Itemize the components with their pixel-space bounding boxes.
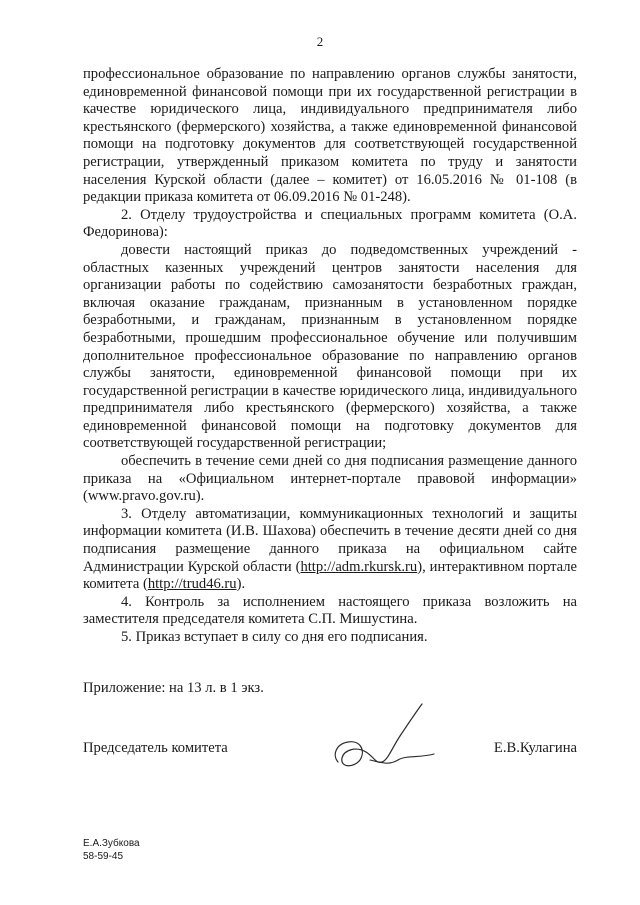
signer-name: Е.В.Кулагина [493, 740, 577, 756]
paragraph-text: профессиональное образование по направлению органов службы занятости, единовременной финансовой помощи при их государственной регистрации в качестве юридического лица, индивидуального предпринимателя либо крестьянского (фермерского) хозяйства, а также единовременной финансовой помощи на подготовку документов для соответствующей государственной регистрации, утвержденный приказом комитета по труду и занятости населения Курской области (далее – комитет) от 16.05.2016 № 01-108 (в редакции приказа комитета от 06.09.2016 № 01-248). [83, 66, 577, 206]
url-link[interactable]: http://adm.rkursk.ru [300, 558, 418, 575]
paragraph-text: 3. Отделу автоматизации, коммуникационных технологий и защиты информации комитета (И.В. Шахова) обеспечить в течение десяти дней со дня подписания размещение данного приказа на официальном сайте Администрации Курской области ( [83, 505, 577, 575]
url-link[interactable]: http://trud46.ru [147, 576, 237, 593]
body-paragraph [83, 207, 577, 242]
body-paragraph [83, 66, 577, 207]
body-paragraph [83, 242, 577, 453]
handwritten-signature [330, 700, 440, 780]
body-paragraph [83, 594, 577, 629]
paragraph-text: 5. Приказ вступает в силу со дня его подписания. [121, 629, 428, 645]
page-number: 2 [316, 34, 324, 49]
executor-phone: 58-59-45 [83, 850, 124, 862]
paragraph-text: ), интерактивном портале комитета ( [83, 558, 577, 593]
body-paragraph [83, 629, 577, 647]
attachment-note: Приложение: на 13 л. в 1 экз. [83, 680, 264, 696]
paragraph-text: 4. Контроль за исполнением настоящего приказа возложить на заместителя председателя комитета С.П. Мишустина. [83, 593, 577, 628]
paragraph-text: 2. Отделу трудоустройства и специальных программ комитета (О.А. Федоринова): [83, 206, 577, 241]
signer-position: Председатель комитета [83, 740, 228, 756]
document-body [83, 66, 577, 647]
body-paragraph [83, 506, 577, 594]
executor-info [83, 838, 140, 863]
paragraph-text: ). [236, 576, 246, 593]
paragraph-text: обеспечить в течение семи дней со дня подписания размещение данного приказа на «Официальном интернет-портале правовой информации» (www.pravo.gov.ru). [83, 453, 577, 505]
executor-name: Е.А.Зубкова [83, 838, 140, 849]
paragraph-text: довести настоящий приказ до подведомственных учреждений - областных казенных учреждений центров занятости населения для организации работы по содействию самозанятости безработных граждан, включая оказание гражданам, признанным в установленном порядке безработными, и гражданам, признанным в установленном порядке безработными, прошедшим профессиональное обучение или получившим дополнительное профессиональное образование по направлению органов службы занятости, единовременной финансовой помощи при их государственной регистрации в качестве юридического лица, индивидуального предпринимателя либо крестьянского (фермерского) хозяйства, а также единовременной финансовой помощи на подготовку документов для соответствующей государственной регистрации; [83, 241, 577, 452]
body-paragraph [83, 453, 577, 506]
